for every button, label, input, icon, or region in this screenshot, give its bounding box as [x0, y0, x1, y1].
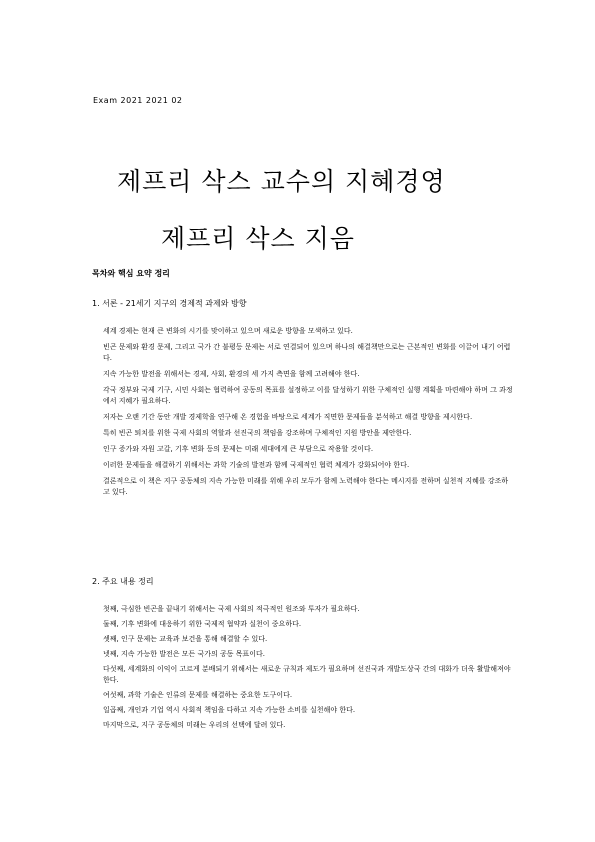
header-note: Exam 2021 2021 02 [93, 96, 183, 105]
list-item: 첫째, 극심한 빈곤을 끝내기 위해서는 국제 사회의 적극적인 원조와 투자가 필요하다. [103, 605, 360, 613]
part2-heading: 2. 주요 내용 정리 [92, 577, 154, 586]
document-subtitle: 제프리 삭스 지음 [161, 224, 355, 253]
list-item: 마지막으로, 지구 공동체의 미래는 우리의 선택에 달려 있다. [103, 721, 286, 729]
list-item: 이러한 문제들을 해결하기 위해서는 과학 기술의 발전과 함께 국제적인 협력 체계가 강화되어야 한다. [103, 461, 410, 469]
part2-list [103, 604, 513, 735]
list-item: 세계 경제는 현재 큰 변화의 시기를 맞이하고 있으며 새로운 방향을 모색하고 있다. [103, 327, 353, 335]
list-item: 둘째, 기후 변화에 대응하기 위한 국제적 협약과 실천이 중요하다. [103, 620, 302, 628]
part1-heading: 1. 서론 - 21세기 지구의 경제적 과제와 방향 [92, 299, 247, 308]
list-item: 지속 가능한 발전을 위해서는 경제, 사회, 환경의 세 가지 측면을 함께 고려해야 한다. [103, 370, 360, 378]
list-item: 일곱째, 개인과 기업 역시 사회적 책임을 다하고 지속 가능한 소비를 실천해야 한다. [103, 706, 356, 714]
list-item: 특히 빈곤 퇴치를 위한 국제 사회의 역할과 선진국의 책임을 강조하며 구체적인 지원 방안을 제안한다. [103, 429, 412, 437]
list-item: 다섯째, 세계화의 이익이 고르게 분배되기 위해서는 새로운 규칙과 제도가 필요하며 선진국과 개발도상국 간의 대화가 더욱 활발해져야 한다. [103, 665, 511, 684]
list-item: 각국 정부와 국제 기구, 시민 사회는 협력하여 공동의 목표를 설정하고 이를 달성하기 위한 구체적인 실행 계획을 마련해야 하며 그 과정에서 지혜가 필요하다. [103, 386, 513, 405]
document-title: 제프리 삭스 교수의 지혜경영 [117, 167, 446, 196]
list-item: 인구 증가와 자원 고갈, 기후 변화 등의 문제는 미래 세대에게 큰 부담으로 작용할 것이다. [103, 445, 374, 453]
list-item: 셋째, 인구 문제는 교육과 보건을 통해 해결할 수 있다. [103, 635, 268, 643]
list-item: 넷째, 지속 가능한 발전은 모든 국가의 공동 목표이다. [103, 650, 266, 658]
list-item: 여섯째, 과학 기술은 인류의 문제를 해결하는 중요한 도구이다. [103, 691, 293, 699]
section-label: 목차와 핵심 요약 정리 [92, 269, 170, 278]
list-item: 결론적으로 이 책은 지구 공동체의 지속 가능한 미래를 위해 우리 모두가 함께 노력해야 한다는 메시지를 전하며 실천적 지혜를 강조하고 있다. [103, 477, 509, 496]
list-item: 저자는 오랜 기간 동안 개발 경제학을 연구해 온 경험을 바탕으로 세계가 직면한 문제들을 분석하고 해결 방향을 제시한다. [103, 413, 473, 421]
list-item: 빈곤 문제와 환경 문제, 그리고 국가 간 불평등 문제는 서로 연결되어 있으며 하나의 해결책만으로는 근본적인 변화를 이끌어 내기 어렵다. [103, 343, 511, 362]
part1-list [103, 326, 513, 503]
